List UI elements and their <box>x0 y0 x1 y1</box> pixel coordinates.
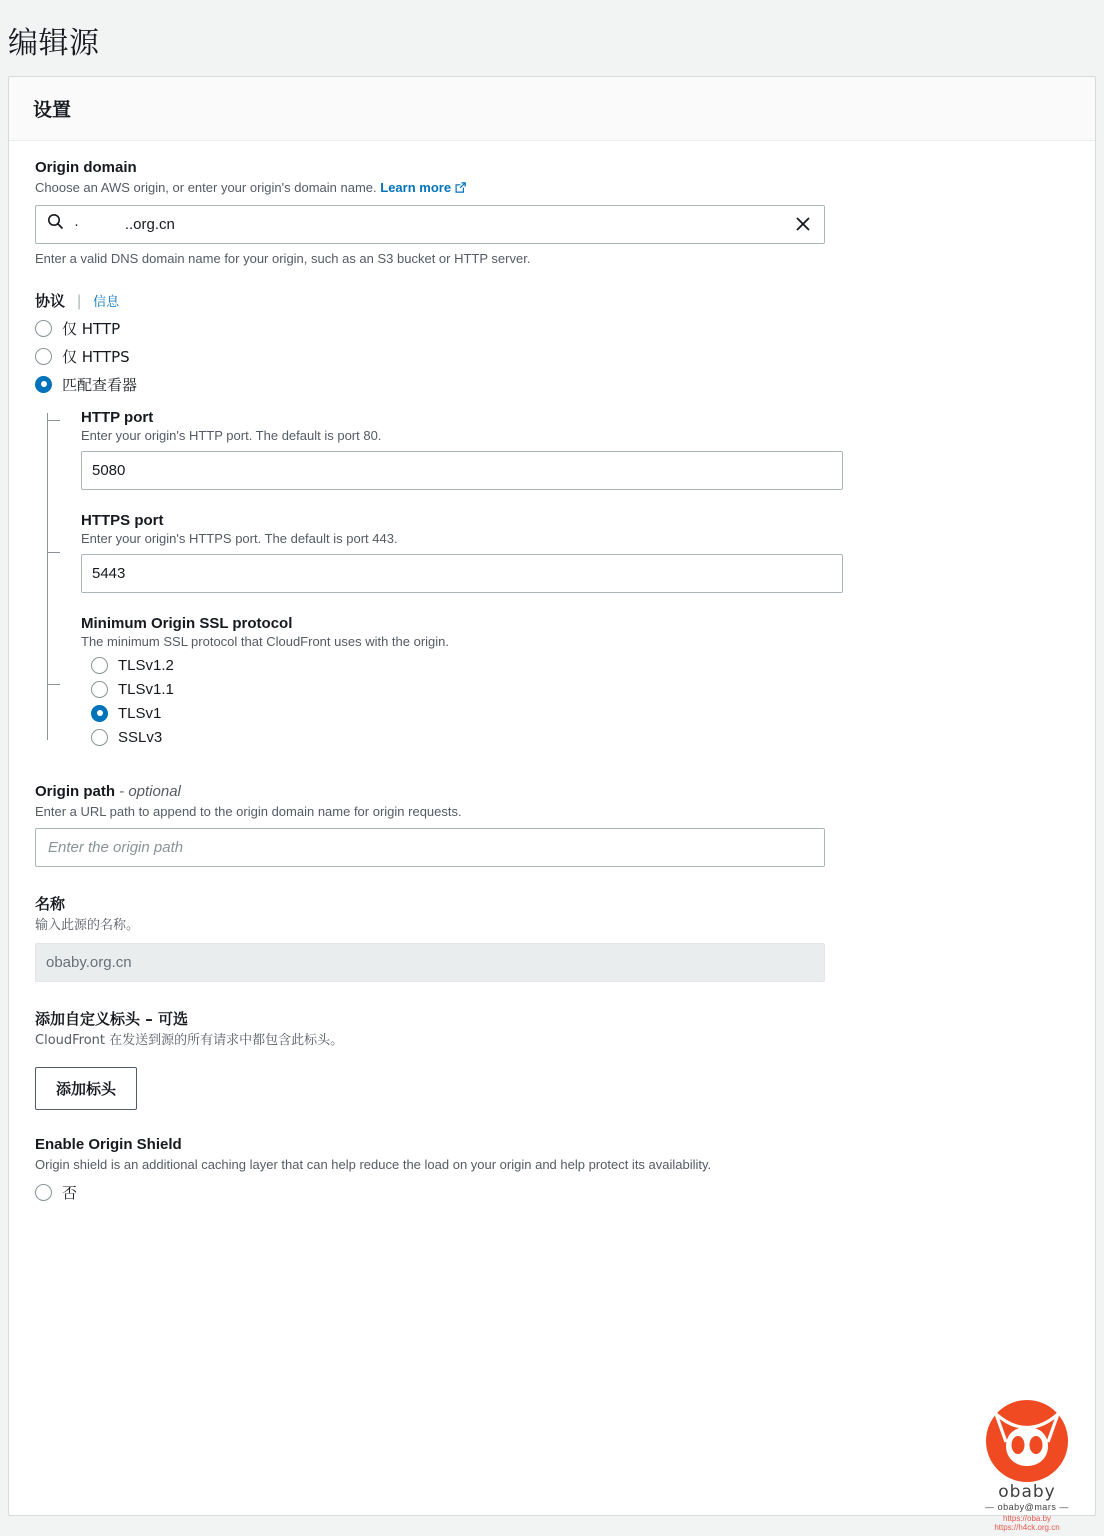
radio-icon[interactable] <box>35 320 52 337</box>
min-ssl-option-tlsv11[interactable] <box>91 681 1071 698</box>
external-link-icon <box>454 181 467 194</box>
origin-domain-hint: Enter a valid DNS domain name for your origin, such as an S3 bucket or HTTP server. <box>35 250 531 266</box>
settings-card <box>8 76 1096 1516</box>
http-port-input[interactable] <box>81 451 843 490</box>
close-icon[interactable] <box>794 215 812 233</box>
protocol-info-link[interactable]: 信息 <box>93 294 120 310</box>
protocol-option-label: 仅 HTTPS <box>62 347 130 366</box>
origin-path-optional-tag: - optional <box>119 782 181 800</box>
watermark <box>972 1398 1082 1532</box>
min-ssl-option-tlsv1[interactable] <box>91 705 1071 722</box>
name-description: 输入此源的名称。 <box>35 918 140 934</box>
https-port-label: HTTPS port <box>81 511 164 529</box>
radio-icon[interactable] <box>91 657 108 674</box>
min-ssl-option-label: TLSv1.2 <box>118 656 174 674</box>
origin-path-input[interactable] <box>44 829 824 866</box>
search-icon <box>47 213 64 235</box>
card-header <box>9 77 1095 141</box>
origin-path-description: Enter a URL path to append to the origin domain name for origin requests. <box>35 803 462 819</box>
min-ssl-option-sslv3[interactable] <box>91 729 1071 746</box>
origin-shield-description: Origin shield is an additional caching layer that can help reduce the load on your origin and help protect its availability. <box>35 1157 712 1173</box>
origin-path-label <box>35 783 1071 800</box>
min-ssl-option-label: TLSv1.1 <box>118 680 174 698</box>
radio-icon[interactable] <box>91 681 108 698</box>
radio-icon[interactable] <box>91 729 108 746</box>
learn-more-link[interactable]: Learn more <box>380 180 452 195</box>
protocol-option-http-only[interactable] <box>35 318 1071 339</box>
radio-icon[interactable] <box>35 348 52 365</box>
name-label: 名称 <box>35 895 66 914</box>
page-title: 编辑源 <box>8 26 100 61</box>
protocol-option-match-viewer[interactable] <box>35 374 1071 395</box>
protocol-option-label: 仅 HTTP <box>62 319 121 338</box>
origin-shield-option-label: 否 <box>62 1183 78 1202</box>
origin-domain-input[interactable] <box>70 206 794 243</box>
add-header-button[interactable]: 添加标头 <box>35 1067 137 1110</box>
https-port-input[interactable] <box>81 554 843 593</box>
protocol-header <box>35 290 1071 311</box>
custom-headers-description: CloudFront 在发送到源的所有请求中都包含此标头。 <box>35 1032 344 1048</box>
watermark-sub: — obaby@mars — <box>985 1502 1069 1512</box>
origin-path-field[interactable] <box>35 828 825 867</box>
origin-domain-description-text: Choose an AWS origin, or enter your origin's domain name. <box>35 180 377 195</box>
https-port-description: Enter your origin's HTTPS port. The default is port 443. <box>81 530 398 546</box>
watermark-url-secondary: https://h4ck.org.cn <box>994 1523 1060 1532</box>
protocol-nested-settings <box>47 409 1071 746</box>
watermark-url-primary: https://oba.by <box>1002 1514 1052 1523</box>
custom-headers-label: 添加自定义标头 – 可选 <box>35 1009 188 1028</box>
protocol-option-https-only[interactable] <box>35 346 1071 367</box>
origin-shield-label: Enable Origin Shield <box>35 1136 182 1154</box>
min-ssl-option-label: TLSv1 <box>118 704 162 722</box>
protocol-separator: | <box>77 292 82 310</box>
origin-shield-option-no[interactable] <box>35 1182 1071 1203</box>
card-header-title: 设置 <box>33 99 72 121</box>
protocol-label: 协议 <box>35 291 66 310</box>
radio-icon[interactable] <box>35 1184 52 1201</box>
min-ssl-option-label: SSLv3 <box>118 728 163 746</box>
min-ssl-description: The minimum SSL protocol that CloudFront uses with the origin. <box>81 633 450 649</box>
min-ssl-option-tlsv12[interactable] <box>91 657 1071 674</box>
radio-icon-selected[interactable] <box>91 705 108 722</box>
card-body <box>9 141 1095 1234</box>
http-port-description: Enter your origin's HTTP port. The default is port 80. <box>81 427 382 443</box>
origin-path-label-text: Origin path <box>35 782 115 800</box>
origin-domain-label: Origin domain <box>35 159 137 176</box>
origin-domain-field[interactable] <box>35 205 825 244</box>
http-port-label: HTTP port <box>81 408 154 426</box>
origin-domain-description <box>35 179 1071 197</box>
watermark-name: obaby <box>998 1482 1056 1502</box>
protocol-option-label: 匹配查看器 <box>62 375 138 394</box>
radio-icon-selected[interactable] <box>35 376 52 393</box>
obaby-logo-icon <box>984 1398 1070 1484</box>
name-input-readonly: obaby.org.cn <box>35 943 825 982</box>
min-ssl-label: Minimum Origin SSL protocol <box>81 614 293 632</box>
